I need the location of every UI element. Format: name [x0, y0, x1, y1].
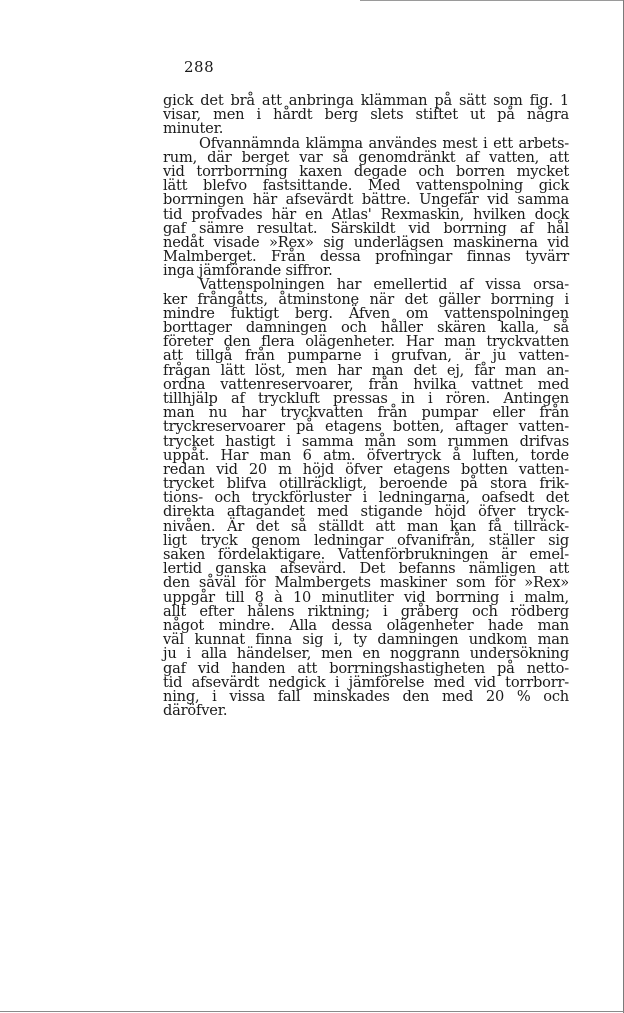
body-text: [163, 94, 569, 718]
text-line: inga jämförande siffror.: [163, 262, 333, 280]
text-line: ning, i vissa fall minskades den med 20 % och: [163, 687, 569, 705]
text-line: redan vid 20 m höjd öfver etagens botten vatten-: [163, 460, 569, 478]
text-line: tillhjälp af tryckluft pressas in i rören. Antingen: [163, 389, 569, 407]
text-line: borttager damningen och håller skären kalla, så: [163, 319, 569, 336]
text-line: Vattenspolningen har emellertid af vissa orsa-: [199, 276, 569, 294]
text-line: uppgår till 8 à 10 minutliter vid borrning i malm,: [163, 588, 569, 606]
text-line: däröfver.: [163, 702, 228, 720]
text-line: nivåen. Är det så ställdt att man kan få tillräck-: [163, 517, 569, 535]
page-number: 288: [184, 58, 215, 76]
text-line: minuter.: [163, 120, 224, 138]
text-line: nedåt visade »Rex» sig underlägsen maskinerna vid: [163, 233, 569, 251]
text-line: tryckreservoarer på etagens botten, aftager vatten-: [163, 418, 569, 436]
text-line: uppåt. Har man 6 atm. öfvertryck å luften, torde: [163, 446, 569, 464]
text-line: rum, där berget var så genomdränkt af vatten, att: [163, 148, 569, 166]
text-line: lertid ganska afsevärd. Det befanns nämligen att: [163, 560, 569, 578]
text-line: Malmberget. Från dessa profningar finnas tyvärr: [163, 248, 569, 266]
text-line: den såväl för Malmbergets maskiner som för »Rex»: [163, 574, 569, 592]
text-line: att tillgå från pumparne i grufvan, är ju vatten-: [163, 347, 569, 365]
text-line: gaf sämre resultat. Särskildt vid borrning af hål: [163, 219, 569, 237]
text-line: gick det brå att anbringa klämman på sätt som fig. 1: [163, 92, 569, 109]
text-line: gaf vid handen att borrningshastigheten på netto-: [163, 659, 569, 677]
paragraph: [163, 94, 569, 137]
text-line: saken fördelaktigare. Vattenförbrukningen är emel-: [163, 546, 569, 563]
text-line: man nu har tryckvatten från pumpar eller från: [163, 404, 569, 422]
text-line: Ofvannämnda klämma användes mest i ett arbets-: [199, 134, 569, 152]
text-line: tid afsevärdt nedgick i jämförelse med vid torrborr-: [163, 673, 569, 691]
text-line: ligt tryck genom ledningar ofvanifrån, ställer sig: [163, 531, 569, 549]
text-line: ordna vattenreservoarer, från hvilka vattnet med: [163, 375, 569, 393]
text-line: direkta aftagandet med stigande höjd öfver tryck-: [163, 503, 569, 521]
text-line: något mindre. Alla dessa olägenheter hade man: [163, 616, 569, 634]
page-bottom-edge: [0, 1011, 624, 1012]
paragraph: [163, 278, 569, 718]
text-line: trycket blifva otillräckligt, beroende på stora frik-: [163, 475, 569, 493]
text-line: borrningen här afsevärdt bättre. Ungefär vid samma: [163, 191, 569, 209]
text-line: allt efter hålens riktning; i gråberg och rödberg: [163, 602, 569, 620]
text-line: mindre fuktigt berg. Äfven om vattenspolningen: [163, 304, 569, 322]
text-line: företer den flera olägenheter. Har man tryckvatten: [163, 333, 569, 351]
text-line: tions- och tryckförluster i ledningarna, oafsedt det: [163, 489, 569, 507]
text-line: visar, men i hårdt berg slets stiftet ut på några: [163, 106, 569, 124]
text-line: tid profvades här en Atlas' Rexmaskin, hvilken dock: [163, 205, 569, 223]
text-line: ju i alla händelser, men en noggrann undersökning: [163, 645, 569, 663]
text-line: vid torrborrning kaxen degade och borren mycket: [163, 162, 569, 180]
text-line: ker frångåtts, åtminstone när det gäller borrning i: [163, 290, 569, 308]
text-line: lätt blefvo fastsittande. Med vattenspolning gick: [163, 177, 569, 195]
page-top-edge: [360, 0, 624, 1]
text-line: frågan lätt löst, men har man det ej, får man an-: [163, 361, 569, 379]
text-line: trycket hastigt i samma mån som rummen drifvas: [163, 432, 569, 450]
paragraph: [163, 134, 569, 280]
text-line: väl kunnat finna sig i, ty damningen undkom man: [163, 631, 569, 649]
